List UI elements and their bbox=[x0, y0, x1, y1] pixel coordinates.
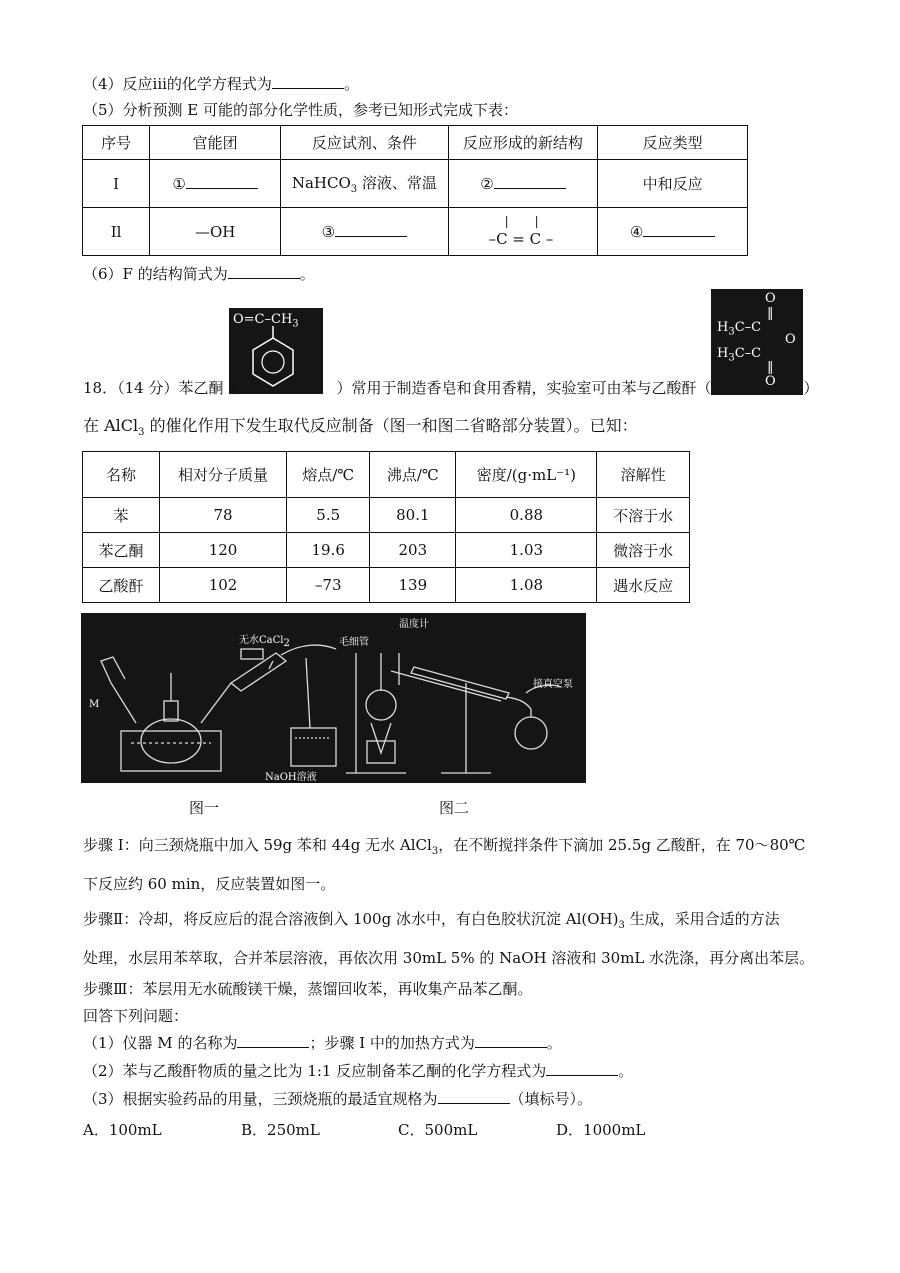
apparatus-drawing bbox=[81, 613, 586, 783]
properties-table bbox=[82, 125, 748, 256]
physical-data-table bbox=[82, 451, 690, 603]
answer-intro: 回答下列问题： bbox=[83, 1007, 189, 1025]
step-2: 步骤Ⅱ：冷却，将反应后的混合溶液倒入 100g 冰水中，有白色胶状沉淀 $Al(OH)_3$ 生成，采用合适的方法 bbox=[83, 910, 780, 931]
table-cell bbox=[448, 208, 598, 256]
acetophenone-structure-image: $O=C-CH_3$ bbox=[229, 308, 323, 394]
m-label: M bbox=[89, 699, 100, 710]
table-cell: I bbox=[83, 160, 150, 208]
table-header: 沸点/℃ bbox=[370, 452, 456, 498]
step-2-cont: 处理，水层用苯萃取，合并苯层溶液，再依次用 30mL 5% 的 NaOH 溶液和 30mL 水洗涤，再分离出苯层。 bbox=[83, 949, 815, 967]
step-1: 步骤 I：向三颈烧瓶中加入 59g 苯和 44g 无水 AlCl$_3$，在不断搅拌条件下滴加 25.5g 乙酸酐，在 70～80℃ bbox=[83, 836, 806, 857]
table-row bbox=[83, 160, 748, 208]
vacuum-label: 接真空泵 bbox=[533, 679, 573, 690]
question-18-line2: 在 AlCl$_3$ 的催化作用下发生取代反应制备（图一和图二省略部分装置）。已知： bbox=[83, 416, 638, 439]
question-4: （4）反应iii的化学方程式为 。 bbox=[83, 75, 359, 93]
table-cell: ② bbox=[448, 160, 598, 208]
answer-1: （1）仪器 M 的名称为 ；步骤 I 中的加热方式为 。 bbox=[83, 1034, 562, 1052]
table-cell: —OH bbox=[150, 208, 281, 256]
question-5: （5）分析预测 E 可能的部分化学性质，参考已知形式完成下表： bbox=[83, 101, 519, 119]
option-b: B．250mL bbox=[241, 1121, 320, 1139]
table-cell: ① bbox=[150, 160, 281, 208]
table-header-row bbox=[83, 126, 748, 160]
option-a: A．100mL bbox=[83, 1121, 162, 1139]
table-row: 苯乙酮 120 19.6 203 1.03 微溶于水 bbox=[83, 533, 690, 568]
table-header: 溶解性 bbox=[597, 452, 690, 498]
table-cell: ③ bbox=[281, 208, 448, 256]
option-c: C．500mL bbox=[398, 1121, 478, 1139]
table-row bbox=[83, 208, 748, 256]
table-header-row bbox=[83, 452, 690, 498]
table-header: 反应形成的新结构 bbox=[448, 126, 598, 160]
table-header: 密度/(g·mL⁻¹) bbox=[456, 452, 597, 498]
step-3: 步骤Ⅲ：苯层用无水硫酸镁干燥，蒸馏回收苯，再收集产品苯乙酮。 bbox=[83, 980, 533, 998]
table-header: 名称 bbox=[83, 452, 160, 498]
answer-3: （3）根据实验药品的用量，三颈烧瓶的最适宜规格为 （填标号）。 bbox=[83, 1090, 593, 1108]
capillary-label: 毛细管 bbox=[339, 637, 369, 648]
table-header: 熔点/℃ bbox=[287, 452, 370, 498]
table-row: 乙酸酐 102 –73 139 1.08 遇水反应 bbox=[83, 568, 690, 603]
table-header: 反应类型 bbox=[598, 126, 748, 160]
answer-2: （2）苯与乙酸酐物质的量之比为 1:1 反应制备苯乙酮的化学方程式为 。 bbox=[83, 1062, 634, 1080]
question-6: （6）F 的结构简式为 。 bbox=[83, 265, 315, 283]
thermometer-label: 温度计 bbox=[399, 619, 429, 630]
table-header: 官能团 bbox=[150, 126, 281, 160]
alkene-structure: | | –C = C – bbox=[488, 213, 554, 248]
apparatus-figure bbox=[81, 613, 586, 783]
table-cell: NaHCO$_3$ 溶液、常温 bbox=[281, 160, 448, 208]
acetic-anhydride-structure-image: O ‖ $H_3C-C$ O $H_3C-C$ ‖ O bbox=[711, 289, 803, 395]
table-row: 苯 78 5.5 80.1 0.88 不溶于水 bbox=[83, 498, 690, 533]
cacl2-label: 无水CaCl$_2$ bbox=[239, 635, 290, 649]
figure-1-caption: 图一 bbox=[189, 799, 220, 817]
table-header: 反应试剂、条件 bbox=[281, 126, 448, 160]
figure-2-caption: 图二 bbox=[439, 799, 470, 817]
table-header: 相对分子质量 bbox=[159, 452, 286, 498]
step-1-cont: 下反应约 60 min，反应装置如图一。 bbox=[83, 875, 336, 893]
question-18-intro: 18．（14 分）苯乙酮（ ）常用于制造香皂和食用香精，实验室可由苯与乙酸酐（ ） bbox=[83, 379, 819, 397]
table-cell: ④ bbox=[598, 208, 748, 256]
naoh-label: NaOH溶液 bbox=[265, 772, 317, 783]
table-cell: Il bbox=[83, 208, 150, 256]
option-d: D．1000mL bbox=[556, 1121, 646, 1139]
table-cell: 中和反应 bbox=[598, 160, 748, 208]
answer-blank bbox=[272, 74, 344, 89]
table-header: 序号 bbox=[83, 126, 150, 160]
